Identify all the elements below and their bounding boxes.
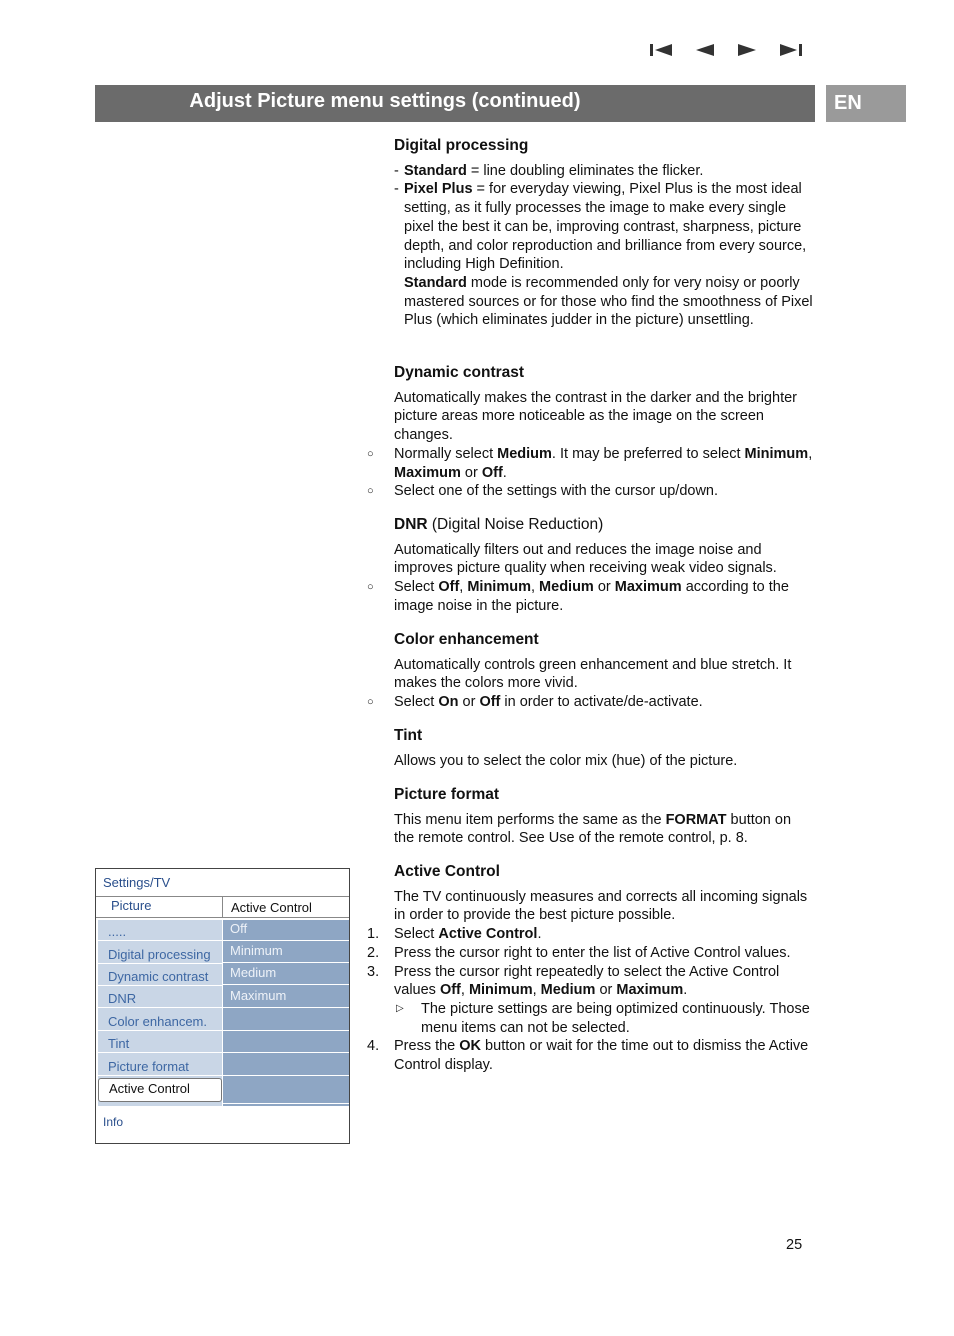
prev-icon[interactable] [694, 40, 716, 60]
bullet-item: ○ Select Off, Minimum, Medium or Maximum according to the image noise in the picture. [367, 579, 789, 614]
section-heading: Color enhancement [394, 631, 539, 648]
navigation-icons [648, 40, 808, 62]
paragraph: Automatically controls green enhancement and blue stretch. It makes the colors more vivid. [394, 656, 792, 692]
section-heading: Active Control [394, 863, 500, 880]
value-off[interactable]: Off [223, 920, 349, 941]
breadcrumb: Settings/TV [103, 875, 171, 890]
digital-processing-section [394, 137, 814, 330]
value-medium[interactable]: Medium [223, 964, 349, 985]
value-list [223, 920, 349, 1106]
list-item: - Standard = line doubling eliminates the flicker. [394, 162, 704, 179]
list-item: - Pixel Plus = for everyday viewing, Pixel Plus is the most ideal setting, as it fully processes the image to make every single pixel the best it can be, improving contrast, sharpness, picture depth, and color reproduction and brilliance from every source, including High Definition. [394, 181, 807, 273]
value-minimum[interactable]: Minimum [223, 942, 349, 963]
section-heading: Digital processing [394, 137, 529, 154]
info-label: Info [103, 1115, 124, 1129]
menu-item-dynamic-contrast[interactable]: Dynamic contrast [98, 965, 222, 986]
bullet-item: ○ Select On or Off in order to activate/de-activate. [367, 694, 703, 711]
paragraph: The TV continuously measures and corrects all incoming signals in order to provide the best picture possible. [394, 888, 808, 924]
skip-forward-icon[interactable] [778, 40, 804, 60]
page-number: 25 [786, 1237, 803, 1253]
section-heading: DNR (Digital Noise Reduction) [394, 516, 604, 533]
triangle-icon: ▷ [396, 1002, 404, 1014]
value-empty [223, 1032, 349, 1053]
skip-back-icon[interactable] [648, 40, 674, 60]
bullet-icon: ○ [367, 696, 374, 709]
paragraph: Automatically makes the contrast in the darker and the brighter picture areas more noticeable as the image on the screen changes. [394, 389, 797, 444]
menu-item-active-control[interactable]: Active Control [98, 1078, 222, 1102]
step-item: 3. Press the cursor right repeatedly to select the Active Control values Off, Minimum, Medium or Maximum. [367, 963, 780, 999]
bullet-icon: ○ [367, 581, 374, 594]
step-item: 1. Select Active Control. [367, 926, 542, 943]
dynamic-contrast-section [367, 364, 814, 501]
menu-item-picture-format[interactable]: Picture format [98, 1055, 222, 1076]
value-empty [223, 1010, 349, 1031]
bullet-item: ○ Select one of the settings with the cursor up/down. [367, 483, 719, 500]
menu-item-color-enhancement[interactable]: Color enhancem. [98, 1010, 222, 1031]
dnr-section [367, 516, 814, 616]
paragraph: Automatically filters out and reduces the image noise and improves picture quality when receiving weak video signals. [394, 541, 777, 577]
menu-item-dnr[interactable]: DNR [98, 987, 222, 1008]
picture-format-section [394, 786, 814, 848]
menu-list [98, 920, 222, 1106]
paragraph: This menu item performs the same as the FORMAT button on the remote control. See Use of the remote control, p. 8. [394, 811, 792, 847]
list-item: Standard mode is recommended only for very noisy or poorly mastered sources or for those who find the smoothness of Pixel Plus (which eliminates judder in the picture) unsettling. [404, 274, 813, 329]
color-enhancement-section [367, 631, 814, 712]
bullet-item: ○ Normally select Medium. It may be preferred to select Minimum, Maximum or Off. [367, 445, 813, 481]
menu-item[interactable]: ..... [98, 920, 222, 941]
bullet-icon: ○ [367, 485, 374, 498]
menu-item-digital-processing[interactable]: Digital processing [98, 943, 222, 964]
divider [96, 917, 349, 918]
page-title: Adjust Picture menu settings (continued) [189, 90, 581, 112]
tv-menu-panel [95, 868, 350, 1144]
menu-section-picture[interactable]: Picture [111, 898, 152, 913]
active-control-section [367, 863, 814, 1075]
title-banner [95, 85, 815, 122]
value-empty [223, 1055, 349, 1076]
tint-section [394, 727, 814, 770]
bullet-icon: ○ [367, 447, 374, 460]
section-heading: Picture format [394, 786, 500, 803]
next-icon[interactable] [736, 40, 758, 60]
value-maximum[interactable]: Maximum [223, 987, 349, 1008]
section-heading: Tint [394, 727, 423, 744]
value-empty [223, 1078, 349, 1104]
note-item: ▷ The picture settings are being optimized continuously. Those menu items can not be selected. [396, 1000, 810, 1036]
step-item: 2. Press the cursor right to enter the list of Active Control values. [367, 944, 791, 961]
step-item: 4. Press the OK button or wait for the time out to dismiss the Active Control display. [367, 1038, 809, 1074]
section-heading: Dynamic contrast [394, 364, 525, 381]
paragraph: Allows you to select the color mix (hue) of the picture. [394, 752, 738, 769]
language-tab: EN [826, 85, 906, 122]
menu-item-tint[interactable]: Tint [98, 1032, 222, 1053]
submenu-title: Active Control [222, 897, 350, 917]
